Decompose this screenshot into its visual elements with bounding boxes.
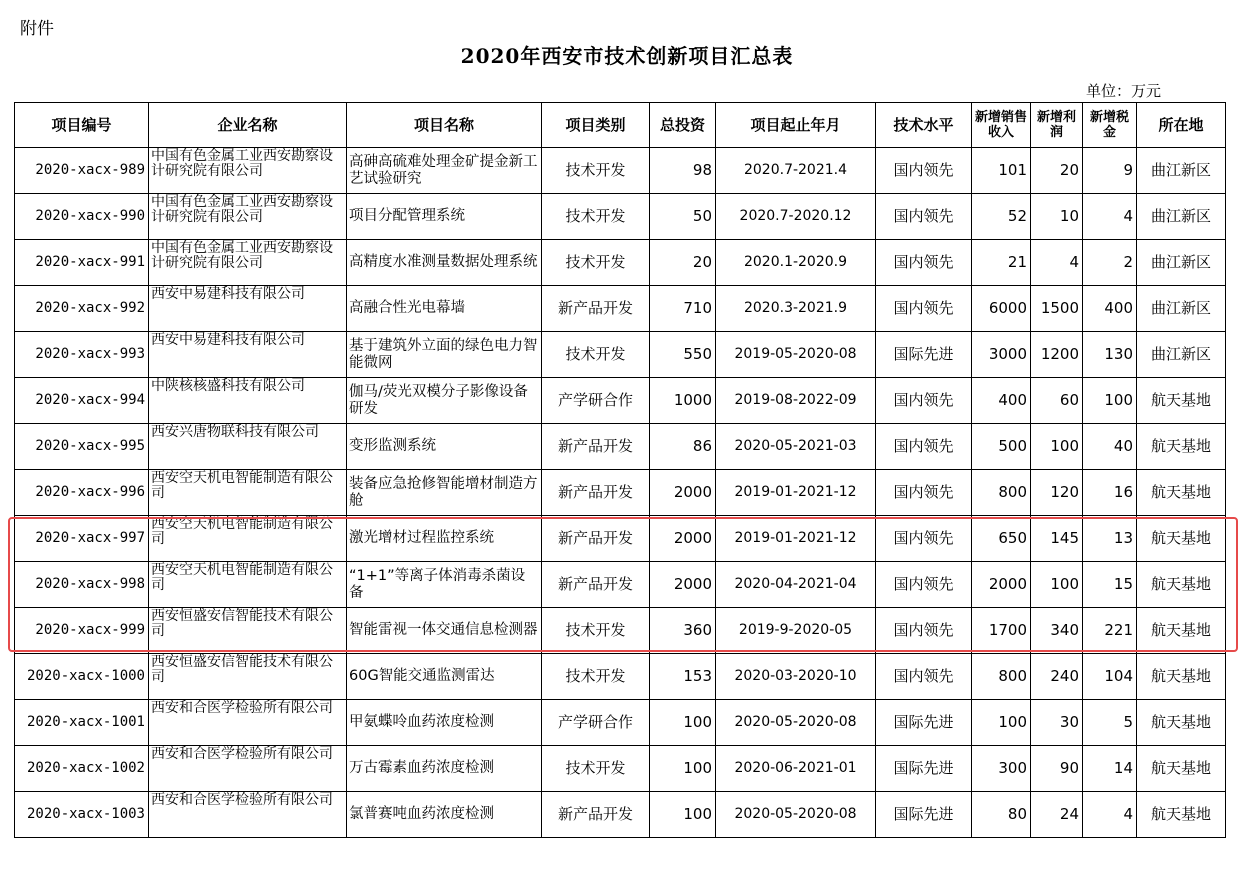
cell-code: 2020-xacx-990 — [15, 194, 149, 240]
table-row — [15, 470, 1226, 516]
cell-location: 曲江新区 — [1137, 332, 1226, 378]
table-row — [15, 746, 1226, 792]
cell-location: 航天基地 — [1137, 608, 1226, 654]
cell-code: 2020-xacx-999 — [15, 608, 149, 654]
cell-category: 新产品开发 — [542, 286, 650, 332]
header-new-profit: 新增利润 — [1031, 103, 1083, 148]
cell-new-profit: 10 — [1031, 194, 1083, 240]
cell-category: 技术开发 — [542, 194, 650, 240]
cell-period: 2019-9-2020-05 — [716, 608, 876, 654]
cell-new-profit: 120 — [1031, 470, 1083, 516]
cell-period: 2020.3-2021.9 — [716, 286, 876, 332]
cell-company: 中国有色金属工业西安勘察设计研究院有限公司 — [149, 194, 347, 240]
cell-location: 曲江新区 — [1137, 194, 1226, 240]
cell-level: 国际先进 — [876, 700, 972, 746]
cell-category: 技术开发 — [542, 148, 650, 194]
header-company: 企业名称 — [149, 103, 347, 148]
cell-level: 国内领先 — [876, 194, 972, 240]
cell-project: 高砷高硫难处理金矿提金新工艺试验研究 — [347, 148, 542, 194]
cell-location: 曲江新区 — [1137, 148, 1226, 194]
cell-code: 2020-xacx-992 — [15, 286, 149, 332]
cell-new-tax: 221 — [1083, 608, 1137, 654]
cell-category: 技术开发 — [542, 654, 650, 700]
cell-new-profit: 100 — [1031, 424, 1083, 470]
header-category: 项目类别 — [542, 103, 650, 148]
cell-period: 2019-01-2021-12 — [716, 516, 876, 562]
cell-new-profit: 340 — [1031, 608, 1083, 654]
cell-project: 激光增材过程监控系统 — [347, 516, 542, 562]
unit-label: 单位：万元 — [1086, 82, 1162, 100]
cell-project: 智能雷视一体交通信息检测器 — [347, 608, 542, 654]
table-row — [15, 194, 1226, 240]
cell-company: 西安恒盛安信智能技术有限公司 — [149, 608, 347, 654]
cell-company: 中国有色金属工业西安勘察设计研究院有限公司 — [149, 240, 347, 286]
cell-new-tax: 15 — [1083, 562, 1137, 608]
cell-project: 高精度水准测量数据处理系统 — [347, 240, 542, 286]
cell-company: 西安兴唐物联科技有限公司 — [149, 424, 347, 470]
cell-category: 技术开发 — [542, 746, 650, 792]
cell-new-tax: 14 — [1083, 746, 1137, 792]
cell-investment: 153 — [650, 654, 716, 700]
cell-period: 2020-06-2021-01 — [716, 746, 876, 792]
cell-category: 产学研合作 — [542, 700, 650, 746]
table-row — [15, 332, 1226, 378]
cell-project: 甲氨蝶呤血药浓度检测 — [347, 700, 542, 746]
cell-category: 新产品开发 — [542, 516, 650, 562]
cell-level: 国内领先 — [876, 424, 972, 470]
cell-investment: 98 — [650, 148, 716, 194]
cell-level: 国内领先 — [876, 562, 972, 608]
cell-project: 万古霉素血药浓度检测 — [347, 746, 542, 792]
cell-new-sales: 100 — [972, 700, 1031, 746]
cell-location: 航天基地 — [1137, 654, 1226, 700]
cell-investment: 100 — [650, 700, 716, 746]
project-summary-table — [14, 102, 1226, 838]
cell-new-profit: 100 — [1031, 562, 1083, 608]
cell-new-sales: 2000 — [972, 562, 1031, 608]
cell-project: 伽马/荧光双模分子影像设备研发 — [347, 378, 542, 424]
table-row — [15, 608, 1226, 654]
cell-location: 航天基地 — [1137, 516, 1226, 562]
cell-period: 2020-03-2020-10 — [716, 654, 876, 700]
cell-category: 新产品开发 — [542, 562, 650, 608]
cell-location: 曲江新区 — [1137, 286, 1226, 332]
cell-new-sales: 80 — [972, 792, 1031, 838]
table-row — [15, 148, 1226, 194]
cell-investment: 1000 — [650, 378, 716, 424]
cell-investment: 100 — [650, 792, 716, 838]
cell-new-sales: 1700 — [972, 608, 1031, 654]
cell-company: 中国有色金属工业西安勘察设计研究院有限公司 — [149, 148, 347, 194]
cell-new-tax: 130 — [1083, 332, 1137, 378]
cell-period: 2019-05-2020-08 — [716, 332, 876, 378]
cell-level: 国际先进 — [876, 746, 972, 792]
table-row — [15, 516, 1226, 562]
cell-location: 曲江新区 — [1137, 240, 1226, 286]
cell-new-sales: 6000 — [972, 286, 1031, 332]
cell-project: 氯普赛吨血药浓度检测 — [347, 792, 542, 838]
cell-code: 2020-xacx-1002 — [15, 746, 149, 792]
cell-new-sales: 101 — [972, 148, 1031, 194]
cell-new-tax: 4 — [1083, 194, 1137, 240]
cell-category: 技术开发 — [542, 332, 650, 378]
cell-project: 基于建筑外立面的绿色电力智能微网 — [347, 332, 542, 378]
cell-investment: 2000 — [650, 562, 716, 608]
cell-company: 西安中易建科技有限公司 — [149, 286, 347, 332]
cell-new-profit: 20 — [1031, 148, 1083, 194]
cell-period: 2020.1-2020.9 — [716, 240, 876, 286]
cell-new-profit: 90 — [1031, 746, 1083, 792]
cell-new-tax: 104 — [1083, 654, 1137, 700]
cell-investment: 2000 — [650, 516, 716, 562]
cell-new-sales: 52 — [972, 194, 1031, 240]
cell-code: 2020-xacx-991 — [15, 240, 149, 286]
cell-new-sales: 3000 — [972, 332, 1031, 378]
table-row — [15, 700, 1226, 746]
cell-new-sales: 21 — [972, 240, 1031, 286]
cell-period: 2020.7-2020.12 — [716, 194, 876, 240]
cell-new-tax: 100 — [1083, 378, 1137, 424]
header-location: 所在地 — [1137, 103, 1226, 148]
table-row — [15, 286, 1226, 332]
cell-investment: 20 — [650, 240, 716, 286]
cell-location: 航天基地 — [1137, 378, 1226, 424]
attachment-label: 附件 — [20, 19, 54, 39]
cell-project: 项目分配管理系统 — [347, 194, 542, 240]
cell-level: 国际先进 — [876, 792, 972, 838]
header-project: 项目名称 — [347, 103, 542, 148]
cell-code: 2020-xacx-989 — [15, 148, 149, 194]
cell-code: 2020-xacx-994 — [15, 378, 149, 424]
cell-new-sales: 800 — [972, 654, 1031, 700]
document-title: 2020年西安市技术创新项目汇总表 — [460, 44, 794, 68]
cell-investment: 50 — [650, 194, 716, 240]
cell-period: 2020-04-2021-04 — [716, 562, 876, 608]
cell-new-tax: 4 — [1083, 792, 1137, 838]
header-new-sales: 新增销售收入 — [972, 103, 1031, 148]
cell-company: 西安空天机电智能制造有限公司 — [149, 516, 347, 562]
header-new-tax: 新增税金 — [1083, 103, 1137, 148]
cell-company: 西安空天机电智能制造有限公司 — [149, 470, 347, 516]
cell-code: 2020-xacx-1001 — [15, 700, 149, 746]
cell-level: 国内领先 — [876, 286, 972, 332]
cell-level: 国际先进 — [876, 332, 972, 378]
cell-period: 2020-05-2020-08 — [716, 700, 876, 746]
table-header — [15, 103, 1226, 148]
cell-new-profit: 24 — [1031, 792, 1083, 838]
header-level: 技术水平 — [876, 103, 972, 148]
cell-project: 高融合性光电幕墙 — [347, 286, 542, 332]
cell-new-sales: 800 — [972, 470, 1031, 516]
cell-location: 航天基地 — [1137, 746, 1226, 792]
cell-code: 2020-xacx-1000 — [15, 654, 149, 700]
cell-location: 航天基地 — [1137, 700, 1226, 746]
cell-level: 国内领先 — [876, 470, 972, 516]
header-period: 项目起止年月 — [716, 103, 876, 148]
cell-new-sales: 400 — [972, 378, 1031, 424]
cell-new-profit: 30 — [1031, 700, 1083, 746]
cell-company: 西安和合医学检验所有限公司 — [149, 700, 347, 746]
cell-level: 国内领先 — [876, 148, 972, 194]
table-row — [15, 792, 1226, 838]
cell-investment: 2000 — [650, 470, 716, 516]
cell-new-tax: 40 — [1083, 424, 1137, 470]
table-row — [15, 424, 1226, 470]
cell-investment: 710 — [650, 286, 716, 332]
cell-level: 国内领先 — [876, 654, 972, 700]
cell-code: 2020-xacx-993 — [15, 332, 149, 378]
cell-category: 新产品开发 — [542, 424, 650, 470]
cell-company: 西安和合医学检验所有限公司 — [149, 792, 347, 838]
table-row — [15, 654, 1226, 700]
cell-new-tax: 400 — [1083, 286, 1137, 332]
cell-company: 西安恒盛安信智能技术有限公司 — [149, 654, 347, 700]
cell-company: 西安和合医学检验所有限公司 — [149, 746, 347, 792]
cell-period: 2019-08-2022-09 — [716, 378, 876, 424]
table-body — [15, 148, 1226, 838]
cell-code: 2020-xacx-995 — [15, 424, 149, 470]
cell-new-profit: 4 — [1031, 240, 1083, 286]
cell-category: 新产品开发 — [542, 470, 650, 516]
cell-location: 航天基地 — [1137, 562, 1226, 608]
cell-level: 国内领先 — [876, 608, 972, 654]
cell-level: 国内领先 — [876, 378, 972, 424]
cell-investment: 550 — [650, 332, 716, 378]
cell-project: “1+1”等离子体消毒杀菌设备 — [347, 562, 542, 608]
cell-category: 技术开发 — [542, 240, 650, 286]
cell-period: 2020-05-2021-03 — [716, 424, 876, 470]
cell-code: 2020-xacx-998 — [15, 562, 149, 608]
cell-level: 国内领先 — [876, 240, 972, 286]
table-row — [15, 562, 1226, 608]
cell-location: 航天基地 — [1137, 424, 1226, 470]
cell-investment: 86 — [650, 424, 716, 470]
cell-new-profit: 1200 — [1031, 332, 1083, 378]
cell-code: 2020-xacx-997 — [15, 516, 149, 562]
cell-new-tax: 16 — [1083, 470, 1137, 516]
cell-category: 新产品开发 — [542, 792, 650, 838]
cell-new-sales: 650 — [972, 516, 1031, 562]
cell-new-tax: 2 — [1083, 240, 1137, 286]
cell-code: 2020-xacx-1003 — [15, 792, 149, 838]
cell-project: 变形监测系统 — [347, 424, 542, 470]
cell-company: 西安空天机电智能制造有限公司 — [149, 562, 347, 608]
cell-category: 技术开发 — [542, 608, 650, 654]
cell-project: 60G智能交通监测雷达 — [347, 654, 542, 700]
cell-new-profit: 145 — [1031, 516, 1083, 562]
header-investment: 总投资 — [650, 103, 716, 148]
cell-company: 中陕核核盛科技有限公司 — [149, 378, 347, 424]
cell-project: 装备应急抢修智能增材制造方舱 — [347, 470, 542, 516]
cell-level: 国内领先 — [876, 516, 972, 562]
cell-new-profit: 60 — [1031, 378, 1083, 424]
cell-new-tax: 5 — [1083, 700, 1137, 746]
cell-investment: 100 — [650, 746, 716, 792]
cell-investment: 360 — [650, 608, 716, 654]
cell-new-sales: 300 — [972, 746, 1031, 792]
cell-company: 西安中易建科技有限公司 — [149, 332, 347, 378]
cell-new-tax: 9 — [1083, 148, 1137, 194]
cell-new-sales: 500 — [972, 424, 1031, 470]
cell-location: 航天基地 — [1137, 792, 1226, 838]
cell-category: 产学研合作 — [542, 378, 650, 424]
cell-location: 航天基地 — [1137, 470, 1226, 516]
cell-period: 2020-05-2020-08 — [716, 792, 876, 838]
cell-new-tax: 13 — [1083, 516, 1137, 562]
cell-code: 2020-xacx-996 — [15, 470, 149, 516]
cell-new-profit: 1500 — [1031, 286, 1083, 332]
table-row — [15, 240, 1226, 286]
cell-new-profit: 240 — [1031, 654, 1083, 700]
cell-period: 2020.7-2021.4 — [716, 148, 876, 194]
header-code: 项目编号 — [15, 103, 149, 148]
table-row — [15, 378, 1226, 424]
cell-period: 2019-01-2021-12 — [716, 470, 876, 516]
